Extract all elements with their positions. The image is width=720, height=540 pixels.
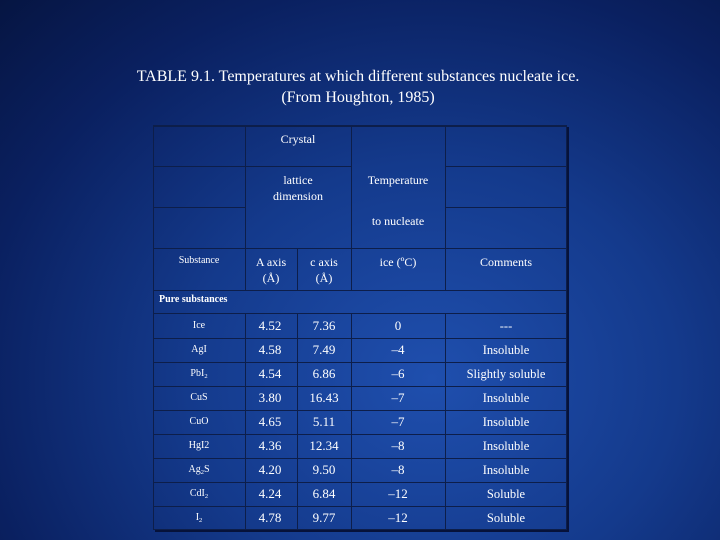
substance-name: I	[195, 512, 200, 523]
cell-substance	[153, 458, 245, 482]
cell-substance	[153, 482, 245, 506]
cell-c-axis: 7.36	[312, 318, 336, 333]
table-row	[153, 506, 567, 530]
substance-name: CuO	[189, 416, 209, 427]
rule-header-mid	[153, 207, 245, 208]
table-row	[153, 386, 567, 410]
cell-substance	[153, 338, 245, 362]
table-row	[153, 482, 567, 506]
rule-header-mid-right	[445, 207, 567, 208]
caption-line-2: (From Houghton, 1985)	[281, 89, 435, 106]
cell-temp: –6	[391, 366, 405, 381]
header-comments: Comments	[479, 255, 532, 269]
substance-name-tail: S	[203, 464, 210, 475]
cell-c-axis: 9.50	[312, 462, 336, 477]
header-ice-temp: ice (ºC)	[379, 255, 417, 269]
col-sep-a-axis	[297, 248, 298, 290]
cell-comment: Insoluble	[482, 343, 530, 357]
header-c-axis: c axis (Å)	[310, 255, 338, 285]
table-row	[153, 314, 567, 338]
cell-temp: –7	[391, 390, 405, 405]
rule-header-upper	[153, 166, 245, 167]
cell-comment: Soluble	[486, 487, 526, 501]
cell-comment: Slightly soluble	[466, 367, 546, 381]
substance-subscript: 2	[200, 469, 204, 476]
cell-c-axis: 6.84	[312, 486, 336, 501]
caption-line-1: TABLE 9.1. Temperatures at which different substances nucleate ice.	[136, 68, 580, 85]
cell-c-axis: 5.11	[312, 414, 336, 429]
header-a-axis: A axis (Å)	[255, 255, 287, 285]
cell-a-axis: 3.80	[258, 390, 282, 405]
cell-c-axis: 12.34	[309, 438, 339, 453]
substance-name: AgI	[191, 344, 207, 355]
cell-comment: ---	[499, 319, 513, 333]
cell-a-axis: 4.36	[258, 438, 282, 453]
section-pure-substances: Pure substances	[159, 294, 228, 305]
cell-c-axis: 7.49	[312, 342, 336, 357]
rule-units-bottom	[153, 290, 567, 291]
col-sep-substance	[245, 125, 246, 290]
substance-name: HgI2	[188, 440, 210, 451]
cell-a-axis: 4.54	[258, 366, 282, 381]
header-temperature: Temperature	[367, 173, 429, 187]
header-crystal: Crystal	[280, 132, 316, 146]
table-row	[153, 338, 567, 362]
header-lattice-dimension: lattice dimension	[273, 173, 323, 203]
cell-comment: Insoluble	[482, 439, 530, 453]
cell-temp: –7	[391, 414, 405, 429]
cell-temp: –12	[388, 486, 408, 501]
table-row	[153, 362, 567, 386]
cell-substance	[153, 410, 245, 434]
rule-header-bottom	[153, 248, 567, 249]
substance-name: CuS	[190, 392, 208, 403]
header-to-nucleate: to nucleate	[371, 214, 425, 228]
substance-name: PbI	[190, 368, 205, 379]
table-caption	[0, 66, 716, 108]
substance-subscript: 2	[204, 493, 209, 500]
cell-comment: Soluble	[486, 511, 526, 525]
substance-subscript: 2	[204, 373, 208, 380]
rule-header-upper-right	[445, 166, 567, 167]
substance-name: Ag	[188, 464, 201, 475]
cell-substance	[153, 314, 245, 338]
substance-subscript: 2	[199, 517, 203, 524]
cell-c-axis: 16.43	[309, 390, 339, 405]
header-substance: Substance	[178, 255, 220, 266]
cell-comment: Insoluble	[482, 391, 530, 405]
cell-substance	[153, 362, 245, 386]
table-row	[153, 434, 567, 458]
rule-crystal-bottom	[245, 166, 351, 167]
cell-substance	[153, 386, 245, 410]
cell-a-axis: 4.24	[258, 486, 282, 501]
cell-a-axis: 4.20	[258, 462, 282, 477]
substance-name: CdI	[189, 488, 205, 499]
substance-name: Ice	[192, 320, 206, 331]
cell-temp: –8	[391, 462, 405, 477]
table-top-border	[153, 125, 567, 127]
cell-temp: –4	[391, 342, 405, 357]
cell-temp: –12	[388, 510, 408, 525]
cell-temp: –8	[391, 438, 405, 453]
table-row	[153, 458, 567, 482]
cell-substance	[153, 506, 245, 530]
cell-temp: 0	[394, 318, 402, 333]
cell-c-axis: 6.86	[312, 366, 336, 381]
cell-c-axis: 9.77	[312, 510, 336, 525]
cell-a-axis: 4.65	[258, 414, 282, 429]
cell-a-axis: 4.78	[258, 510, 282, 525]
cell-comment: Insoluble	[482, 463, 530, 477]
cell-a-axis: 4.58	[258, 342, 282, 357]
cell-comment: Insoluble	[482, 415, 530, 429]
table-row	[153, 410, 567, 434]
cell-a-axis: 4.52	[258, 318, 282, 333]
cell-substance	[153, 434, 245, 458]
